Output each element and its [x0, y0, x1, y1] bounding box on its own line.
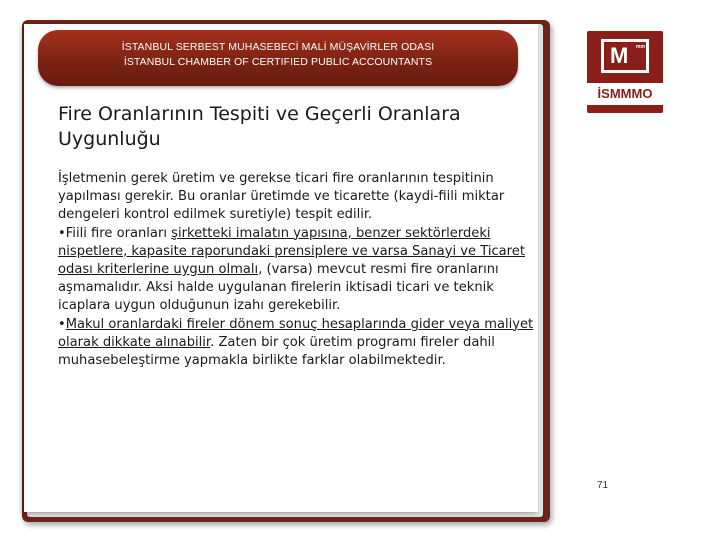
underlined-criteria: şirketteki imalatın yapısına, benzer sektörlerdeki nispetlere, kapasite raporundaki prensiplere ve varsa Sanayi ve Ticaret odası kriterlerine uygun olmalı: [58, 225, 525, 278]
header-banner: [38, 30, 518, 86]
bullet-text: •Fiili fire oranları: [58, 225, 172, 241]
body-text: [58, 170, 544, 370]
paragraph-intro: İşletmenin gerek üretim ve gerekse ticari fire oranlarının tespitinin yapılması gerekir. Bu oranlar üretimde ve ticarette (kaydi-fiili miktar dengeleri kontrol edilmek suretiyle) tespit edilir.: [58, 171, 505, 223]
slide-title: Fire Oranlarının Tespiti ve Geçerli Oranlara Uygunluğu: [58, 103, 461, 150]
logo-emblem: [601, 39, 649, 73]
logo-letter: M: [610, 43, 629, 68]
bullet-marker: •: [58, 316, 66, 332]
header-line-english: İSTANBUL CHAMBER OF CERTIFIED PUBLIC ACCOUNTANTS: [123, 56, 433, 68]
logo-superscript: mm: [636, 44, 645, 50]
paragraph-fiili-fire: [58, 225, 544, 316]
page-number: 71: [597, 480, 609, 491]
paragraph-continuation: . Zaten bir çok üretim programı fireler dahil muhasebeleştirme yapmakla birlikte farklar olabilmektedir.: [58, 334, 495, 369]
paragraph-makul-fire: [58, 316, 544, 371]
ismmmo-logo: [587, 31, 663, 113]
header-line-turkish: İSTANBUL SERBEST MUHASEBECİ MALİ MÜŞAVİRLER ODASI: [121, 41, 435, 53]
logo-text: İSMMMO: [587, 83, 663, 105]
paragraph-continuation: , (varsa) mevcut resmi fire oranlarını aşmamalıdır. Aksi halde uygulanan firelerin iktisadi ticari ve teknik icaplara uygun olduğunun izahı gerekebilir.: [58, 262, 499, 314]
underlined-rule: Makul oranlardaki fireler dönem sonuç hesaplarında gider veya maliyet olarak dikkate alınabilir: [58, 316, 534, 350]
